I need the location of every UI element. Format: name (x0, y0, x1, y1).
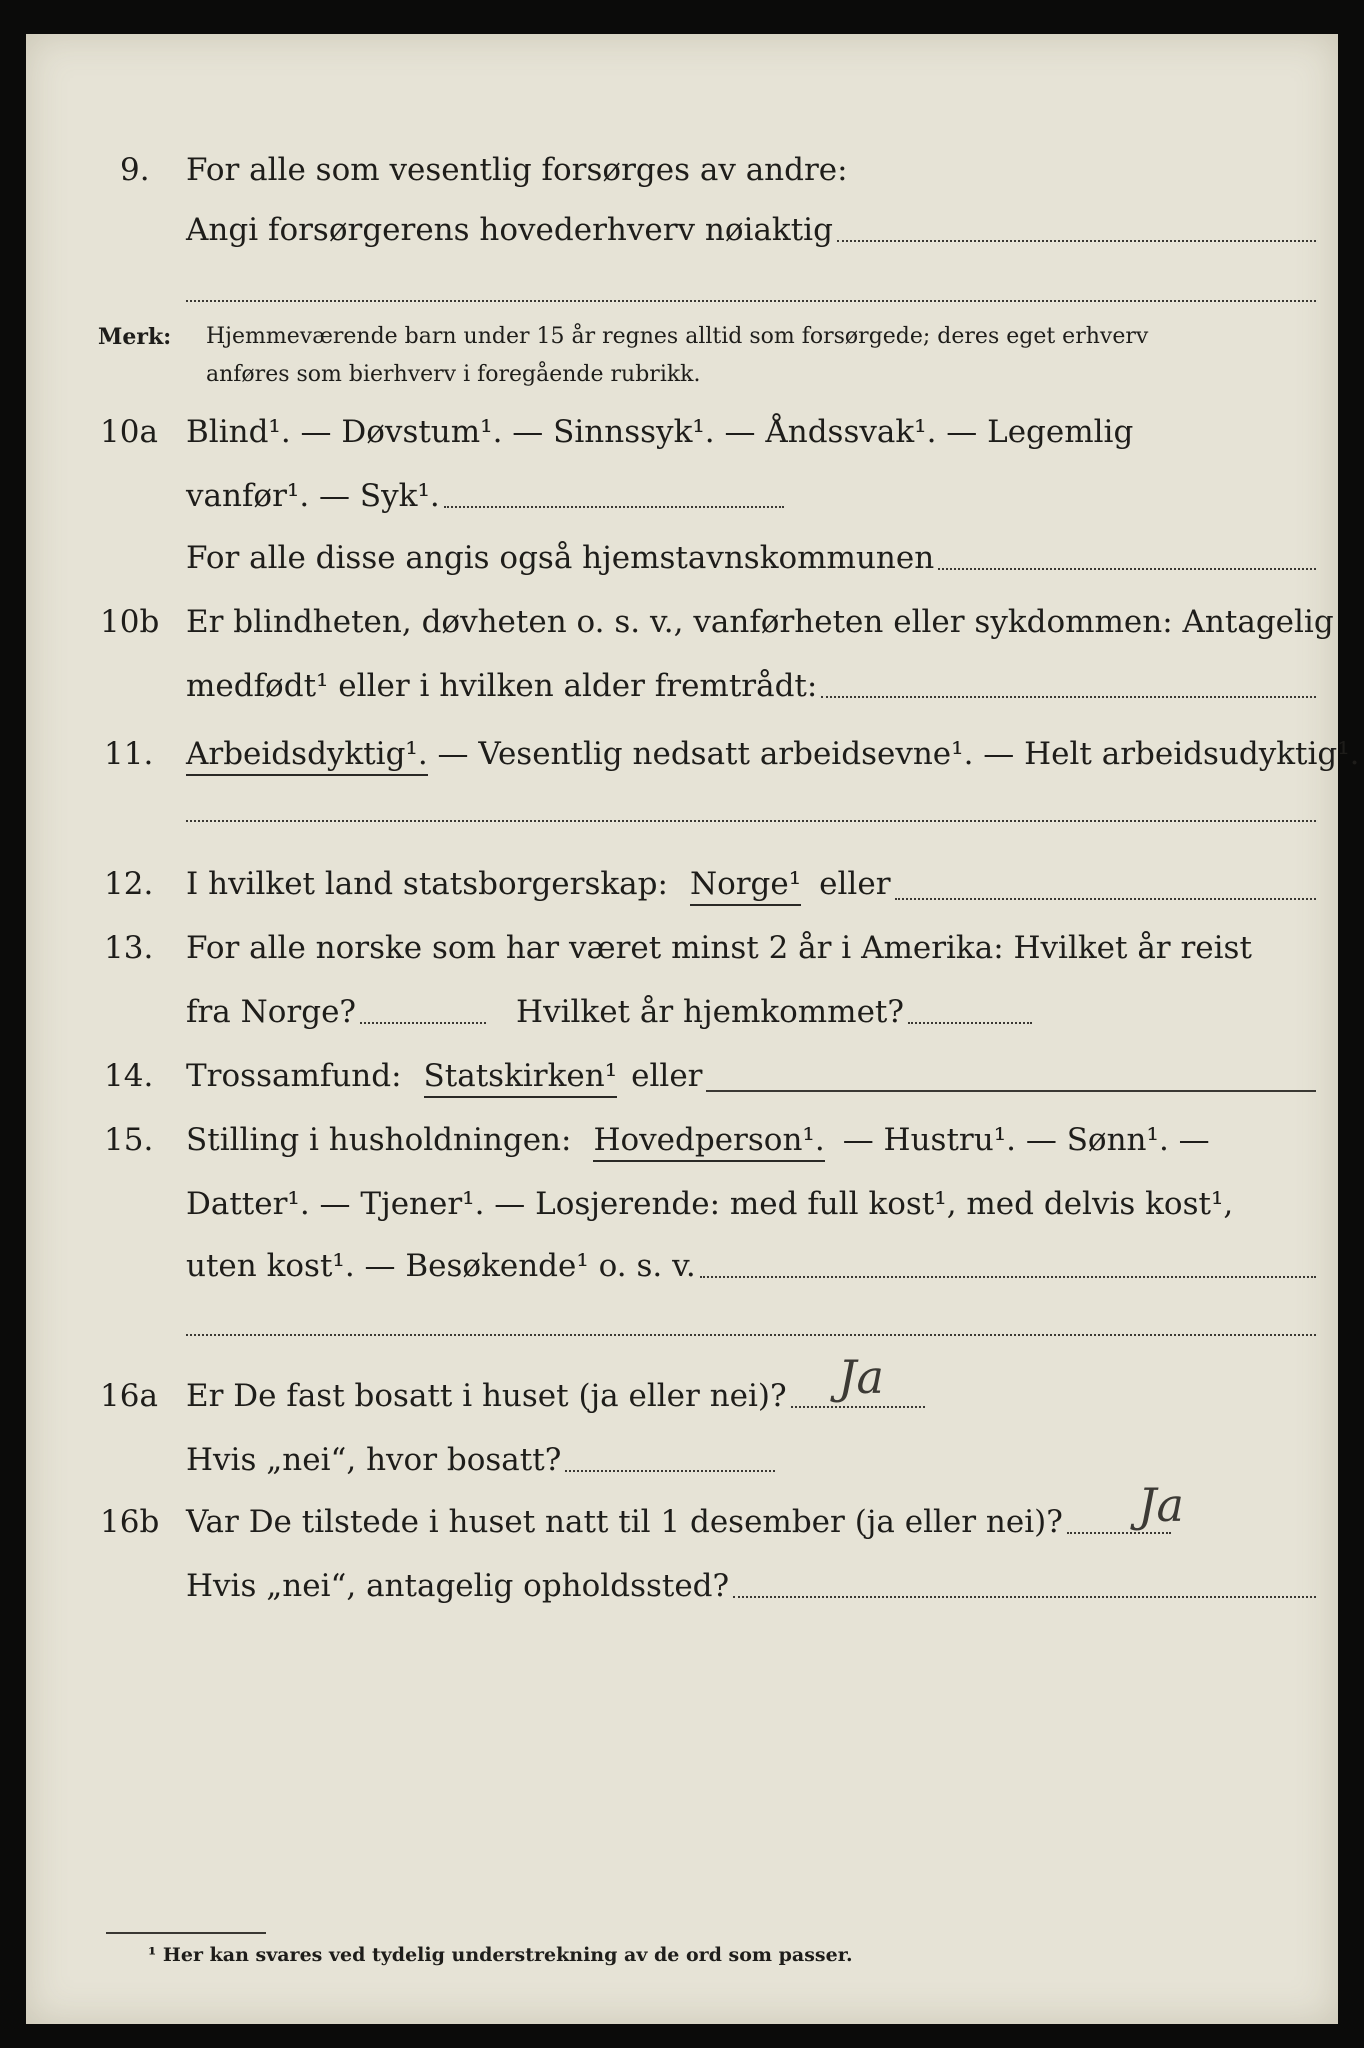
q11-arbeidsdyktig-underlined[interactable]: Arbeidsdyktig¹. (186, 736, 428, 776)
footnote-text: ¹ Her kan svares ved tydelig understrekning av de ord som passer. (148, 1944, 853, 1966)
q12-norge-underlined[interactable]: Norge¹ (690, 866, 801, 906)
q15-hovedperson-underlined[interactable]: Hovedperson¹. (593, 1122, 824, 1162)
q15-number: 15. (104, 1122, 154, 1158)
q16b-opholdssted-answer-line[interactable] (733, 1596, 1316, 1598)
q13-line1 (186, 930, 1316, 966)
q9-number: 9. (120, 152, 150, 188)
q10b-line2-text: medfødt¹ eller i hvilken alder fremtrådt: (186, 668, 818, 704)
q16a-number: 16a (100, 1378, 158, 1414)
q10a-line1 (186, 414, 1316, 450)
q10a-syk-answer-line[interactable] (444, 506, 784, 508)
q15-line2-text: Datter¹. — Tjener¹. — Losjerende: med full kost¹, med delvis kost¹, (186, 1186, 1234, 1222)
q16a-line1-text: Er De fast bosatt i huset (ja eller nei)? (186, 1378, 787, 1414)
q10a-line1-text: Blind¹. — Døvstum¹. — Sinnssyk¹. — Åndssvak¹. — Legemlig (186, 414, 1134, 450)
q16b-number: 16b (100, 1504, 160, 1540)
q15-answer-line[interactable] (700, 1276, 1316, 1278)
q16a-answer-line[interactable] (791, 1406, 925, 1408)
merk-label: Merk: (98, 324, 172, 350)
q10b-number: 10b (100, 604, 160, 640)
q9-line1 (186, 152, 1316, 188)
q15-line1 (186, 1122, 1316, 1162)
q12-suffix: eller (819, 866, 891, 902)
q13-reist-text: fra Norge? (186, 994, 357, 1030)
q15-prefix: Stilling i husholdningen: (186, 1122, 572, 1158)
q11-line (186, 736, 1360, 776)
q11-answer-line[interactable] (186, 820, 1316, 822)
q14-answer-line[interactable] (706, 1090, 1316, 1092)
q14-suffix: eller (631, 1058, 703, 1094)
q16a-bosatt-answer-line[interactable] (565, 1470, 775, 1472)
q11-number: 11. (104, 736, 154, 772)
q15-line2 (186, 1186, 1316, 1222)
q9-answer-line-2[interactable] (186, 300, 1316, 302)
q15-answer-line-2[interactable] (186, 1334, 1316, 1336)
q14-number: 14. (104, 1058, 154, 1094)
q10a-line2 (186, 478, 784, 514)
q12-line (186, 866, 1316, 906)
q9-answer-line[interactable] (837, 240, 1316, 242)
q16a-line1 (186, 1378, 925, 1414)
q16a-handwritten-answer: Ja (838, 1350, 884, 1404)
q15-line3-text: uten kost¹. — Besøkende¹ o. s. v. (186, 1248, 696, 1284)
q13-line1-text: For alle norske som har været minst 2 år i Amerika: Hvilket år reist (186, 930, 1252, 966)
q13-line2 (186, 994, 1032, 1030)
q12-prefix: I hvilket land statsborgerskap: (186, 866, 668, 902)
q10a-number: 10a (100, 414, 158, 450)
q13-reist-answer-line[interactable] (360, 1022, 486, 1024)
q14-prefix: Trossamfund: (186, 1058, 402, 1094)
q15-line3 (186, 1248, 1316, 1284)
q16b-line1-text: Var De tilstede i huset natt til 1 desember (ja eller nei)? (186, 1504, 1063, 1540)
footnote-rule (106, 1932, 266, 1934)
q10a-line3-text: For alle disse angis også hjemstavnskommunen (186, 540, 935, 576)
q14-statskirken-underlined[interactable]: Statskirken¹ (424, 1058, 618, 1098)
q13-hjemkommet-answer-line[interactable] (908, 1022, 1032, 1024)
q16b-handwritten-answer: Ja (1138, 1478, 1184, 1532)
merk-line2: anføres som bierhverv i foregående rubrikk. (206, 362, 701, 387)
q16b-answer-line[interactable] (1067, 1532, 1171, 1534)
q16b-line2-text: Hvis „nei“, antagelig opholdssted? (186, 1568, 730, 1604)
q16a-line2-text: Hvis „nei“, hvor bosatt? (186, 1442, 562, 1478)
q10b-answer-line[interactable] (821, 696, 1316, 698)
merk-line1: Hjemmeværende barn under 15 år regnes alltid som forsørgede; deres eget erhverv (206, 324, 1149, 349)
q10a-line3 (186, 540, 1316, 576)
census-form-page (26, 34, 1360, 2024)
q10a-kommune-answer-line[interactable] (938, 568, 1316, 570)
q13-number: 13. (104, 930, 154, 966)
q11-rest-text: — Vesentlig nedsatt arbeidsevne¹. — Helt arbeidsudyktig¹. (427, 736, 1360, 772)
q16b-line1 (186, 1504, 1171, 1540)
q9-line2 (186, 212, 1316, 248)
q16a-line2 (186, 1442, 775, 1478)
q9-line1-text: For alle som vesentlig forsørges av andre: (186, 152, 848, 188)
q10b-line1 (186, 604, 1334, 640)
q16b-line2 (186, 1568, 1316, 1604)
q10a-line2-text: vanfør¹. — Syk¹. (186, 478, 440, 514)
q10b-line1-text: Er blindheten, døvheten o. s. v., vanførheten eller sykdommen: Antagelig (186, 604, 1334, 640)
q12-number: 12. (104, 866, 154, 902)
q13-hjemkommet-text: Hvilket år hjemkommet? (516, 994, 905, 1030)
q10b-line2 (186, 668, 1316, 704)
q15-rest1: — Hustru¹. — Sønn¹. — (842, 1122, 1210, 1158)
q12-answer-line[interactable] (895, 898, 1316, 900)
q9-line2-text: Angi forsørgerens hovederhverv nøiaktig (186, 212, 833, 248)
q14-line (186, 1058, 1316, 1098)
